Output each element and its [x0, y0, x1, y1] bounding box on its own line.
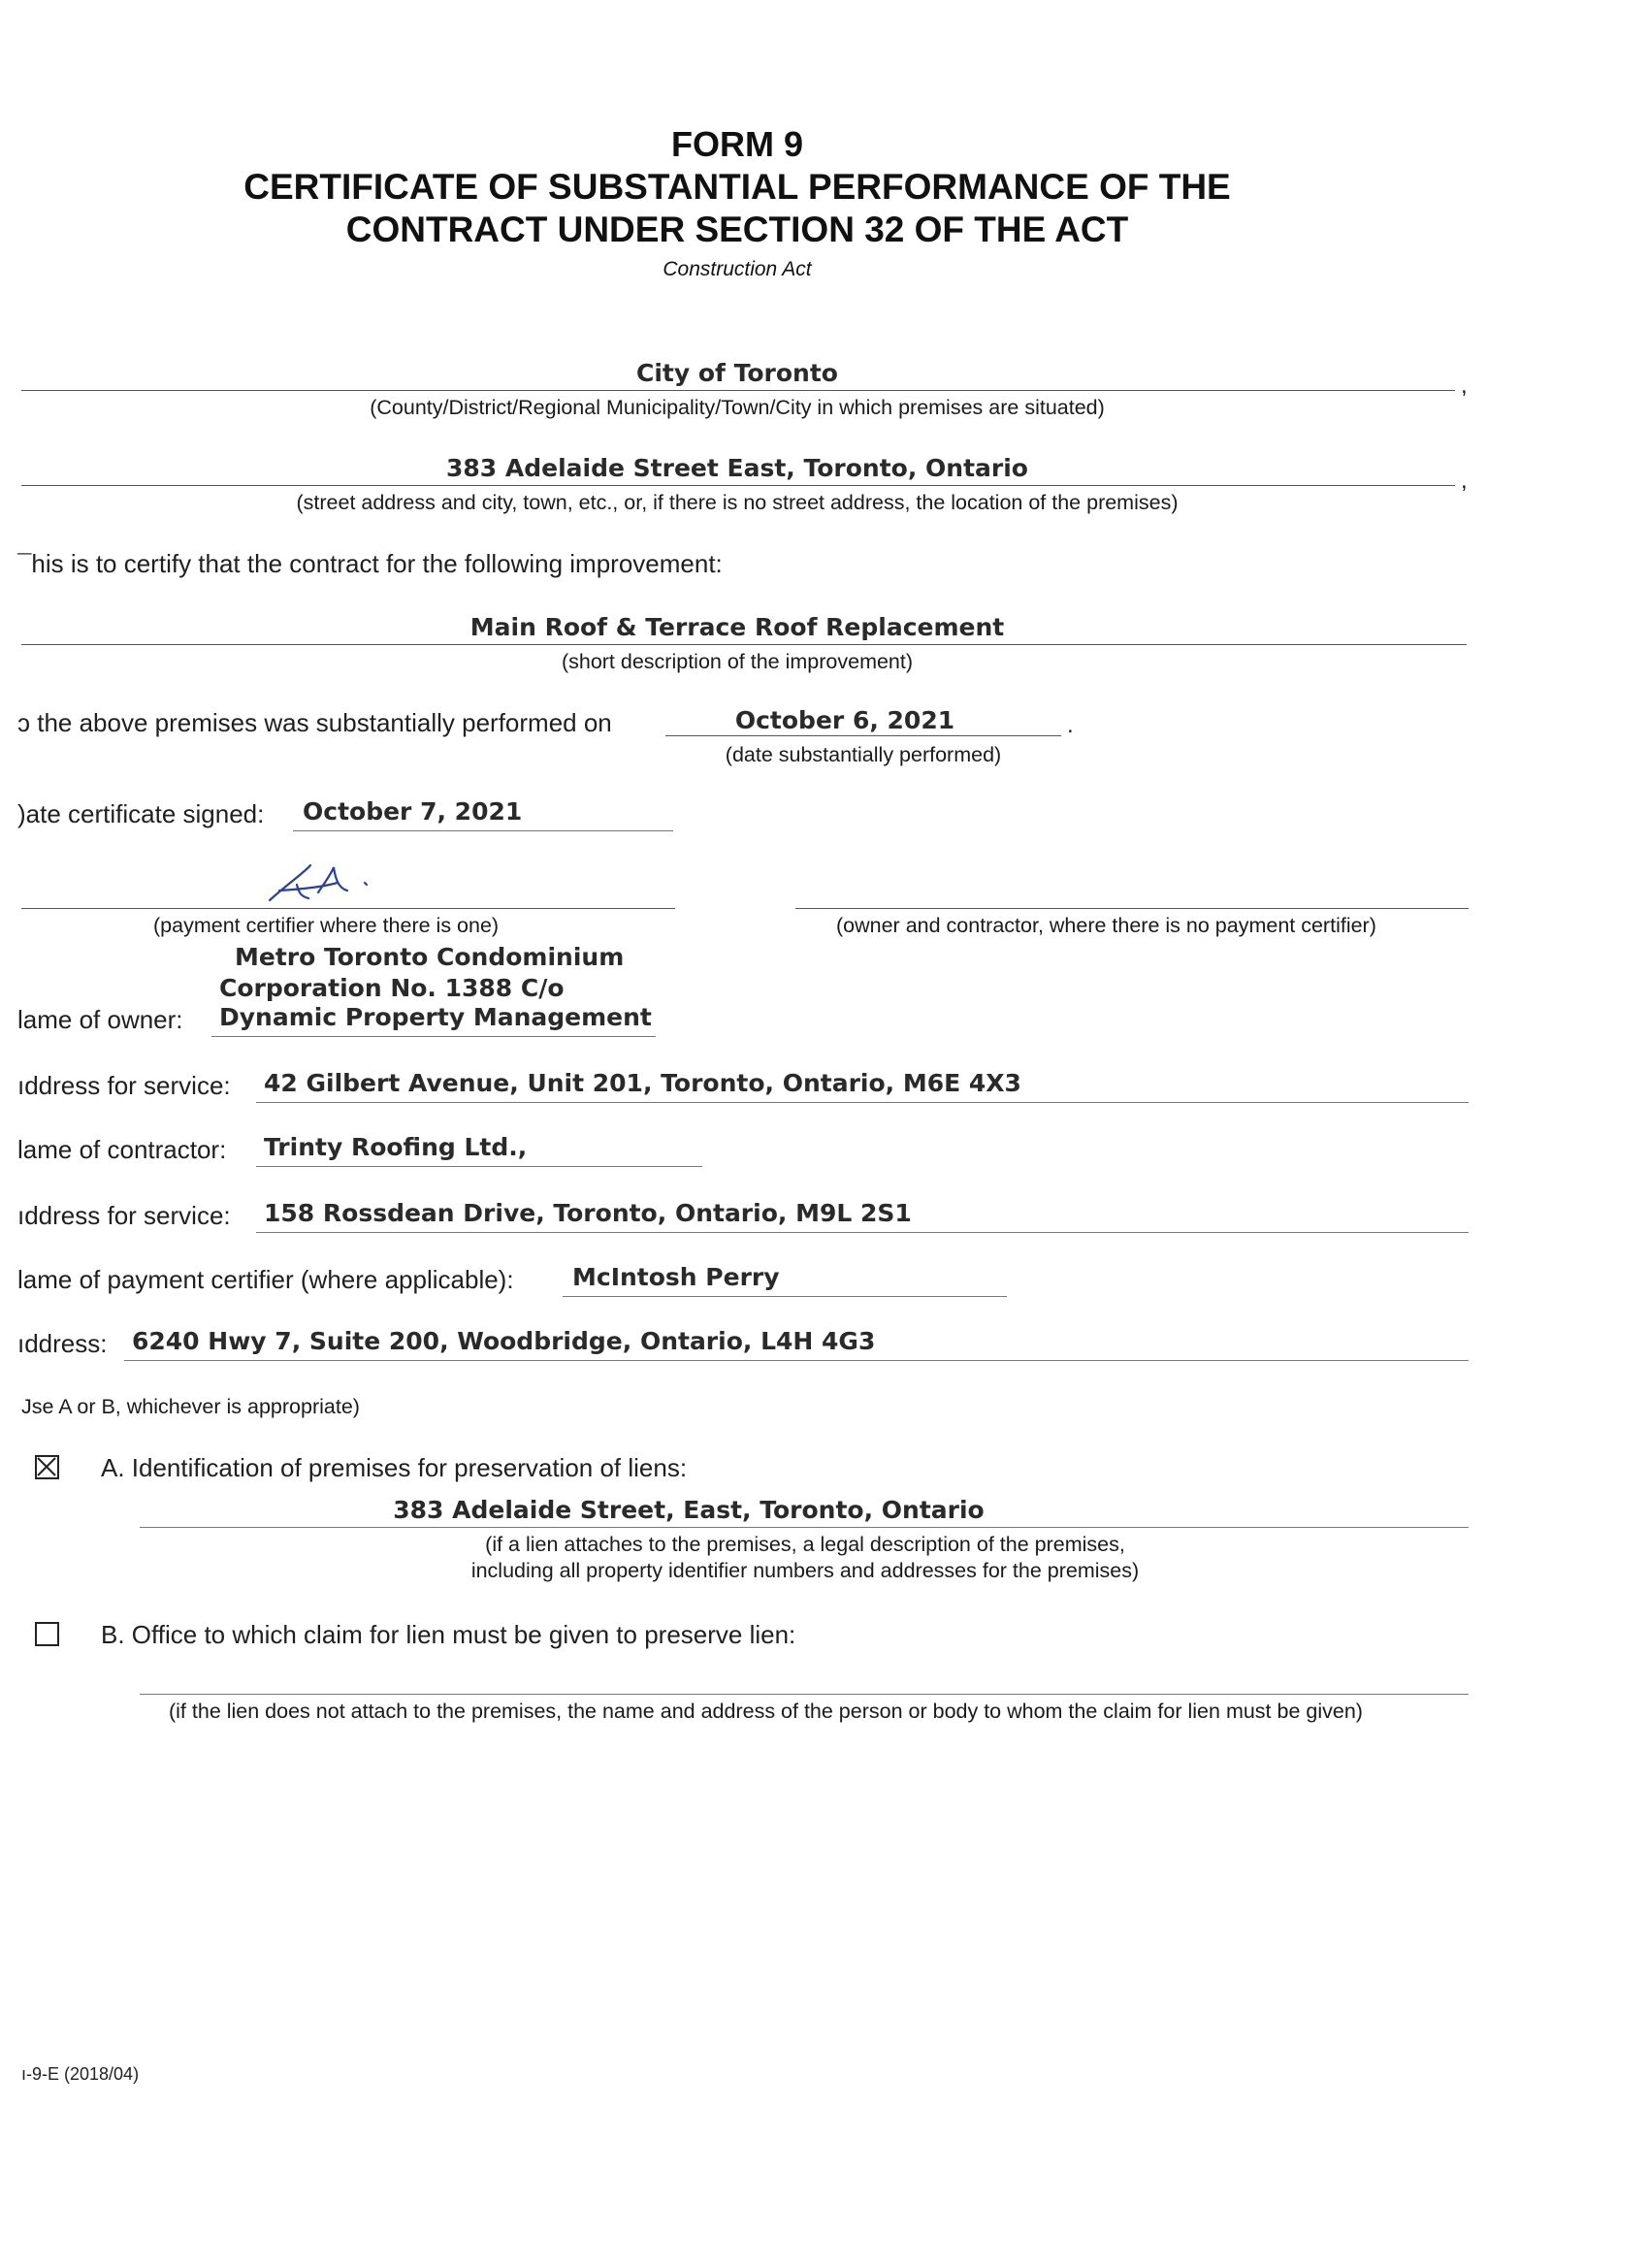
period: . [1067, 712, 1074, 738]
form-title-line1: CERTIFICATE OF SUBSTANTIAL PERFORMANCE OF THE [243, 167, 1231, 207]
contractor-address-label: ıddress for service: [17, 1201, 231, 1230]
signed-date-value: October 7, 2021 [303, 797, 523, 826]
option-b-checkbox[interactable] [35, 1622, 59, 1646]
contractor-name-value: Trinty Roofing Ltd., [264, 1133, 528, 1161]
form-code: ı-9-E (2018/04) [21, 2064, 140, 2084]
premises-address-line [21, 485, 1455, 486]
owner-name-line1: Metro Toronto Condominium [235, 943, 625, 971]
certifier-address-value: 6240 Hwy 7, Suite 200, Woodbridge, Ontario, L4H 4G3 [132, 1327, 876, 1355]
option-b-line [140, 1694, 1469, 1695]
certifier-address-label: ıddress: [17, 1329, 108, 1358]
performed-date-caption: (date substantially performed) [725, 743, 1002, 766]
contractor-address-line [256, 1232, 1469, 1233]
municipality-caption: (County/District/Regional Municipality/Town/City in which premises are situated) [370, 396, 1105, 419]
premises-address-value: 383 Adelaide Street East, Toronto, Ontario [446, 454, 1028, 482]
improvement-value: Main Roof & Terrace Roof Replacement [469, 613, 1005, 641]
comma: , [1461, 468, 1468, 494]
performed-label: ɔ the above premises was substantially performed on [17, 708, 612, 737]
owner-name-value: Dynamic Property Management [219, 1003, 652, 1031]
premises-address-caption: (street address and city, town, etc., or, if there is no street address, the location of the premises) [296, 491, 1179, 514]
comma: , [1461, 373, 1468, 399]
municipality-value: City of Toronto [636, 359, 838, 387]
form-number: FORM 9 [670, 124, 803, 164]
certifier-address-line [124, 1360, 1469, 1361]
option-a-value: 383 Adelaide Street, East, Toronto, Ontario [393, 1496, 985, 1524]
use-a-or-b-note: Jse A or B, whichever is appropriate) [21, 1395, 360, 1418]
owner-address-line [256, 1102, 1469, 1103]
owner-address-label: ıddress for service: [17, 1071, 231, 1100]
owner-contractor-signature-line [795, 908, 1469, 909]
certify-statement: ¯his is to certify that the contract for the following improvement: [17, 549, 723, 578]
option-a-caption-1: (if a lien attaches to the premises, a legal description of the premises, [485, 1533, 1125, 1556]
form-title-line2: CONTRACT UNDER SECTION 32 OF THE ACT [345, 210, 1129, 249]
payment-certifier-line [563, 1296, 1007, 1297]
checkmark-x-icon [37, 1457, 56, 1476]
owner-contractor-caption: (owner and contractor, where there is no payment certifier) [836, 914, 1376, 937]
owner-name-label: lame of owner: [17, 1005, 183, 1034]
statute-name: Construction Act [663, 258, 812, 280]
owner-name-line [211, 1036, 656, 1037]
payment-certifier-label: lame of payment certifier (where applicable): [17, 1265, 514, 1294]
option-b-label: B. Office to which claim for lien must be given to preserve lien: [101, 1620, 796, 1649]
option-a-caption-2: including all property identifier numbers and addresses for the premises) [470, 1559, 1140, 1582]
option-b-caption: (if the lien does not attach to the premises, the name and address of the person or body to whom the claim for lien must be given) [169, 1700, 1363, 1723]
signature-mark [250, 854, 396, 912]
payment-certifier-signature-line [21, 908, 675, 909]
municipality-line [21, 390, 1455, 391]
signed-date-label: )ate certificate signed: [17, 799, 265, 828]
option-a-line [140, 1527, 1469, 1528]
contractor-name-line [256, 1166, 702, 1167]
contractor-address-value: 158 Rossdean Drive, Toronto, Ontario, M9L 2S1 [264, 1199, 912, 1227]
contractor-name-label: lame of contractor: [17, 1135, 227, 1164]
performed-date-value: October 6, 2021 [734, 706, 955, 734]
payment-certifier-caption: (payment certifier where there is one) [153, 914, 500, 937]
owner-address-value: 42 Gilbert Avenue, Unit 201, Toronto, Ontario, M6E 4X3 [264, 1069, 1021, 1097]
performed-date-line [665, 735, 1061, 736]
improvement-line [21, 644, 1467, 645]
owner-name-line2: Corporation No. 1388 C/o [219, 974, 565, 1002]
payment-certifier-value: McIntosh Perry [572, 1263, 780, 1291]
option-a-label: A. Identification of premises for preservation of liens: [101, 1453, 688, 1482]
improvement-caption: (short description of the improvement) [561, 650, 914, 673]
option-a-checkbox[interactable] [35, 1455, 59, 1479]
signed-date-line [293, 830, 673, 831]
